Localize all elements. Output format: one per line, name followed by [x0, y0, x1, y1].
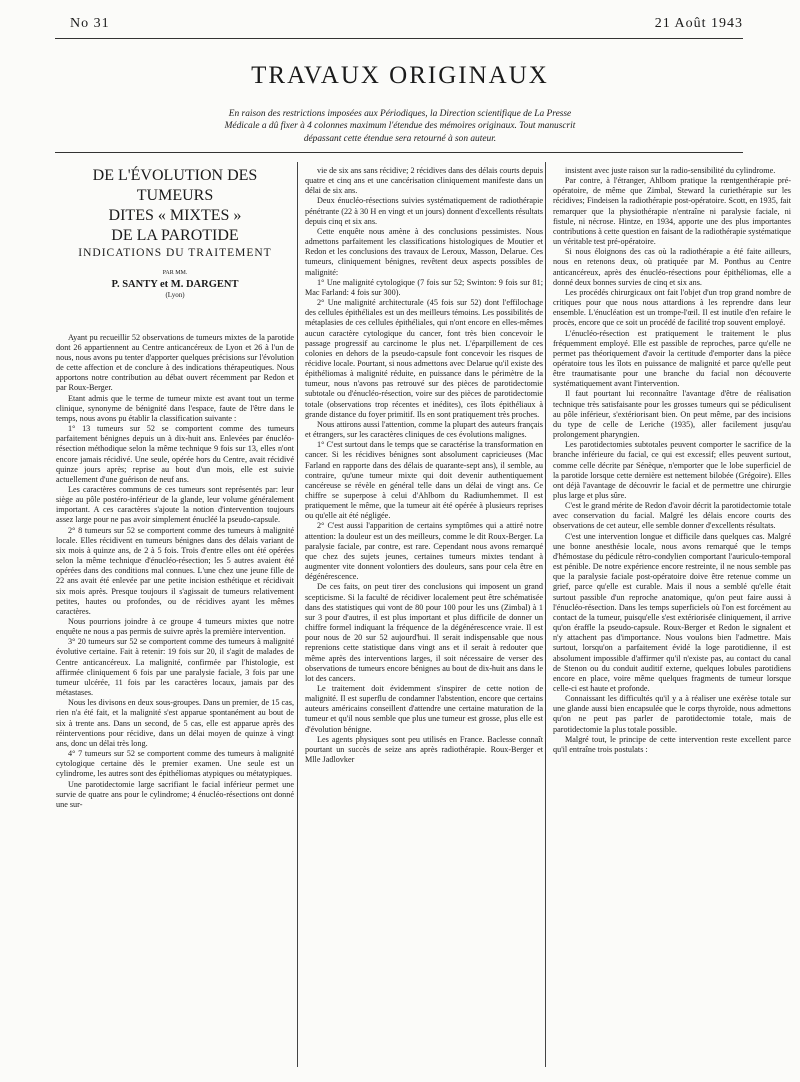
article-title-line-2: DITES « MIXTES »	[108, 207, 242, 224]
paragraph: Les agents physiques sont peu utilisés en France. Baclesse connaît pourtant un succès de seize ans après radiothérapie. Roux-Berger et Mlle Jadlovker	[305, 734, 543, 765]
text-column-2	[305, 166, 543, 1068]
paragraph: Par contre, à l'étranger, Ahlbom pratique la rœntgenthérapie pré-opératoire, de même que Zimbal, Steward la curiethérapie sur les récidives; Findeisen la radiothérapie post-opératoire. Scott, en 1935, fait remarquer que la physiothérapie n'entraîne ni paralysie faciale, ni fistule, ni nécrose. Hintze, en 1934, apporte une des plus importantes contributions à cette question en faisant de la radiothérapie systématique un véritable test pré-opératoire.	[553, 176, 791, 247]
paragraph: Si nous éloignons des cas où la radiothérapie a été faite ailleurs, nous en retenons deux, où pratiquée par M. Ponthus au Centre anticancéreux, après des énucléo-résections pour épithéliomas, elle a donné deux bonnes survies de cinq et six ans.	[553, 247, 791, 287]
text-column-3	[553, 166, 791, 1068]
column-divider-1	[297, 162, 298, 1067]
column-1-body	[56, 333, 294, 810]
paragraph: Les parotidectomies subtotales peuvent comporter le sacrifice de la branche inférieure du facial, ce qui est excessif; elles peuvent surtout, comme celle décrite par Sénèque, n'emporter que le lobe superficiel de la parotide lorsque cette dernière est nettement bilobée (Grégoire). Elles ont déjà l'avantage de découvrir le facial et de permettre une chirurgie plus large et plus sûre.	[553, 440, 791, 500]
header-rule	[55, 38, 743, 39]
paragraph: 4° 7 tumeurs sur 52 se comportent comme des tumeurs à malignité cytologique certaine dès le premier examen. Une seule est un cylindrome, les autres sont des épithéliomas atypiques ou métatypiques.	[56, 749, 294, 779]
paragraph: C'est une intervention longue et difficile dans quelques cas. Malgré une bonne anesthésie locale, nous avons remarqué que le temps d'hémostase du pédicule rétro-condylien comportant l'auriculo-temporal est pénible. De notre expérience encore restreinte, il ne nous semble pas que la paralysie faciale post-opératoire doive être retenue comme un grief, parce qu'elle est curable. Mais il nous a semblé qu'elle était surtout passible d'un reproche anatomique, qu'on peut faire aussi à l'énucléo-résection. Dans les temps superficiels où l'on est forcément au contact de la tumeur, puisqu'elle s'est extériorisée cliniquement, il arrive qu'on éraffle la pseudo-capsule. Roux-Berger et Redon le signalent et n'y attachent pas d'importance. Nous voulons bien l'admettre. Mais surtout, lorsqu'on a parfaitement évidé la loge parotidienne, il est absolument impossible d'affirmer qu'il n'existe pas, au contact du canal de Stenon ou du conduit auditif externe, quelques lobules parotidiens encore en place, voire même quelques fragments de tumeur lorsque celle-ci est haute et profonde.	[553, 531, 791, 693]
column-divider-2	[545, 162, 546, 1067]
running-header	[70, 16, 743, 36]
paragraph: 2° Une malignité architecturale (45 fois sur 52) dont l'effilochage des cellules épithéliales est un des meilleurs témoins. Les possibilités de métaplasies de ces cellules épithéliales, qui n'ont encore en elles-mêmes aucun caractère cytologique du cancer, font très bien concevoir le passage progressif au carcinome le plus net. L'éparpillement de ces colonies en dehors de la pseudo-capsule font concevoir les risques de récidive locale. Pourtant, si nous admettons avec Delarue qu'il existe des épithéliomas à malignité réduite, en puissance dans le périmètre de la tumeur, nous n'avons pas retrouvé sur des pièces de parotidectomie subtotale ou d'énucléo-résection, voire sur des pièces de parotidectomie totale (observations trop récentes et inédites), ces îlots épithéliaux à grande distance du foyer primitif. Ils en sont pratiquement très proches.	[305, 298, 543, 419]
issue-number: No 31	[70, 16, 110, 31]
paragraph: Malgré tout, le principe de cette intervention reste excellent parce qu'il entraîne trois postulats :	[553, 734, 791, 754]
paragraph: insistent avec juste raison sur la radio-sensibilité du cylindrome.	[565, 166, 776, 175]
column-2-body	[305, 166, 543, 765]
paragraph: Le traitement doit évidemment s'inspirer de cette notion de malignité. Il est superflu de condamner l'abstention, encore que certains auteurs américains conseillent d'attendre une certaine maturation de la tumeur et qu'il nous semble que plus une tumeur est grosse, plus elle est d'évolution bénigne.	[305, 683, 543, 734]
paragraph: Connaissant les difficultés qu'il y a à réaliser une exérèse totale sur une glande aussi bien encapsulée que le corps thyroïde, nous admettons qu'on ne peut pas parler de parotidectomie totale, mais de parotidectomie la plus totale possible.	[553, 694, 791, 734]
issue-date: 21 Août 1943	[654, 16, 743, 31]
article-title	[56, 166, 294, 246]
paragraph: Deux énucléo-résections suivies systématiquement de radiothérapie pénétrante (22 à 30 H en vingt et un jours) donnent d'excellents résultats depuis cinq et six ans.	[305, 196, 543, 226]
paragraph: Etant admis que le terme de tumeur mixte est avant tout un terme clinique, synonyme de bénignité dans l'espace, faute de l'être dans le temps, nous avons pu établir la classification suivante :	[56, 393, 294, 423]
paragraph: Ayant pu recueillir 52 observations de tumeurs mixtes de la parotide dont 26 appartiennent au Centre anticancéreux de Lyon et 26 à l'un de nous, nous avons pu tenter d'apporter quelques précisions sur l'évolution de cette affection et de conclure à des indications thérapeutiques. Nous apportons notre contribution au débat ouvert récemment par Redon et par Roux-Berger.	[56, 332, 294, 393]
paragraph: Une parotidectomie large sacrifiant le facial inférieur permet une survie de quatre ans pour le cylindrome; 4 énucléo-résections ont donné une sur-	[56, 779, 294, 809]
notice-rule	[55, 152, 743, 153]
paragraph: De ces faits, on peut tirer des conclusions qui imposent un grand scepticisme. Si la faculté de récidiver localement peut être schématisée dans des statistiques qui vont de 80 pour 100 pour les uns (Zimbal) à 1 sur 3 pour d'autres, il est plus important et plus difficile de donner un chiffre formel indiquant la fréquence de la dégénérescence vraie. Il est pour nous de 20 sur 52 aujourd'hui. Il serait indispensable que nous reprenions cette statistique dans vingt ans et il serait à redouter que même après des interventions larges, il soit nécessaire de verser des observations de tumeurs encore bénignes au bout de dix-huit ans dans le lot des cancers.	[305, 582, 543, 683]
text-column-1	[56, 166, 294, 1068]
editorial-notice: En raison des restrictions imposées aux Périodiques, la Direction scientifique de La Presse Médicale a dû fixer à 4 colonnes maximum l'étendue des mémoires originaux. Tout manuscrit dépassant cette étendue sera retourné à son auteur.	[224, 109, 576, 144]
paragraph: 2° C'est aussi l'apparition de certains symptômes qui a attiré notre attention: la douleur est un des meilleurs, comme le dit Roux-Berger. La paralysie faciale, par contre, est rare. Cependant nous avons remarqué que chez des sujets jeunes, certaines tumeurs mixtes tendant à augmenter vite donnent volontiers des douleurs, sans pour cela être en dégénérescence.	[305, 521, 543, 582]
paragraph: Nous pourrions joindre à ce groupe 4 tumeurs mixtes que notre enquête ne nous a pas permis de suivre après la première intervention.	[56, 617, 294, 637]
article-title-line-1: DE L'ÉVOLUTION DES TUMEURS	[92, 167, 258, 204]
article-subtitle: INDICATIONS DU TRAITEMENT	[78, 247, 272, 259]
paragraph: Les procédés chirurgicaux ont fait l'objet d'un trop grand nombre de critiques pour que nous nous attardions à les reprendre dans leur ensemble. L'énucléation est un trompe-l'œil. Il est inutile d'en refaire le procès, encore que ce soit un procédé de facilité trop souvent employé.	[553, 287, 791, 328]
paragraph: 2° 8 tumeurs sur 52 se comportent comme des tumeurs à malignité locale. Elles récidivent en tumeurs bénignes dans des délais variant de six mois à quinze ans, de 2 à 5 fois. Trois d'entre elles ont été opérées selon la même technique d'énucléo-résection; les 5 autres avaient été opérées dans des conditions mal connues. L'une chez une jeune fille de 22 ans avait été enlevée par une petite incision esthétique et récidivait six mois après. Presque toujours il s'agissait de tumeurs relativement petites, hautes ou profondes, ou de récidives ayant les mêmes caractères.	[56, 525, 294, 616]
paragraph: 3° 20 tumeurs sur 52 se comportent comme des tumeurs à malignité évolutive certaine. Fait à retenir: 19 fois sur 20, il s'agit de malades de Centre anticancéreux. La malignité, confirmée par l'histologie, est affirmée cliniquement 6 fois par une paralysie faciale, 3 fois par une tumeur ulcérée, 11 fois par les caractères locaux, jamais par des métastases.	[56, 637, 294, 698]
paragraph: Les caractères communs de ces tumeurs sont représentés par: leur siège au pôle postéro-inférieur de la glande, leur volume généralement important. A ces caractères s'ajoute la notion d'intervention toujours assez large pour ne pas avoir simplement énucléé la pseudo-capsule.	[56, 484, 294, 525]
paragraph: C'est le grand mérite de Redon d'avoir décrit la parotidectomie totale avec conservation du facial. Malgré les délais encore courts des observations de cet auteur, elle semble donner d'excellents résultats.	[553, 501, 791, 531]
section-title: TRAVAUX ORIGINAUX	[251, 62, 549, 89]
paragraph: 1° 13 tumeurs sur 52 se comportent comme des tumeurs parfaitement bénignes depuis un à dix-huit ans. Enlevées par énucléo-résection méthodique selon la même technique 9 fois sur 13, elles n'ont encore jamais récidivé. Une seule, opérée hors du Centre, avait récidivé quinze jours après; reprise au bout d'un mois, elle est suivie actuellement d'une guérison de neuf ans.	[56, 424, 294, 484]
paragraph: Cette enquête nous amène à des conclusions pessimistes. Nous admettons parfaitement les classifications histologiques de Moutier et Redon et les conclusions des travaux de Leroux, Masson, Delarue. Ces tumeurs, cliniquement bénignes, revêtent deux aspects possibles de malignité:	[305, 226, 543, 277]
byline-par: PAR MM.	[162, 270, 188, 277]
paragraph: 1° C'est surtout dans le temps que se caractérise la transformation en cancer. Si les récidives bénignes sont absolument capricieuses (Mac Farland en rapporte dans des délais de quarante-sept ans), il semble, au contraire, qu'une tumeur mixte qui doit devenir authentiquement cancéreuse se révèle en général telle dans un délai de vingt ans. Ce chiffre se superpose à celui d'Ahlbom du Radiumhemmet. Il est pratiquement le même, que la tumeur ait été opérée à plusieurs reprises ou qu'elle ait été négligée.	[305, 440, 543, 521]
author-city: (Lyon)	[165, 291, 185, 300]
article-authors: P. SANTY et M. DARGENT	[111, 279, 239, 291]
column-3-body	[553, 166, 791, 755]
paragraph: L'énucléo-résection est pratiquement le traitement le plus fréquemment employé. Elle est passible de reproches, parce qu'elle ne permet pas théoriquement d'avoir la certitude d'emporter dans la pièce opératoire tous les îlots en puissance de malignité et parce qu'elle peut être traumatisante pour une branche du facial non découverte systématiquement avant l'intervention.	[553, 328, 791, 389]
paragraph: Nous attirons aussi l'attention, comme la plupart des auteurs français et étrangers, sur les caractères cliniques de ces évolutions malignes.	[305, 419, 543, 440]
paragraph: Il faut pourtant lui reconnaître l'avantage d'être de réalisation technique très satisfaisante pour les grosses tumeurs qui se pédiculisent au pôle inférieur, s'extériorisant bien. On peut même, par des incisions du type de celle de Leriche (1935), aller facilement jusqu'au prolongement pharyngien.	[553, 389, 791, 440]
paragraph: Nous les divisons en deux sous-groupes. Dans un premier, de 15 cas, rien n'a été fait, et la malignité s'est apparue spontanément au bout de six à trente ans. Dans un second, de 5 cas, elle est apparue après des réinterventions pour récidive, dans un délai moyen de quinze à vingt ans, donc un délai très long.	[56, 698, 294, 748]
article-title-line-3: DE LA PAROTIDE	[111, 227, 239, 244]
paragraph: vie de six ans sans récidive; 2 récidives dans des délais courts depuis quatre et cinq ans et une cancérisation cliniquement manifeste dans un délai de six ans.	[305, 166, 543, 196]
paragraph: 1° Une malignité cytologique (7 fois sur 52; Swinton: 9 fois sur 81; Mac Farland: 4 fois sur 300).	[305, 277, 543, 297]
